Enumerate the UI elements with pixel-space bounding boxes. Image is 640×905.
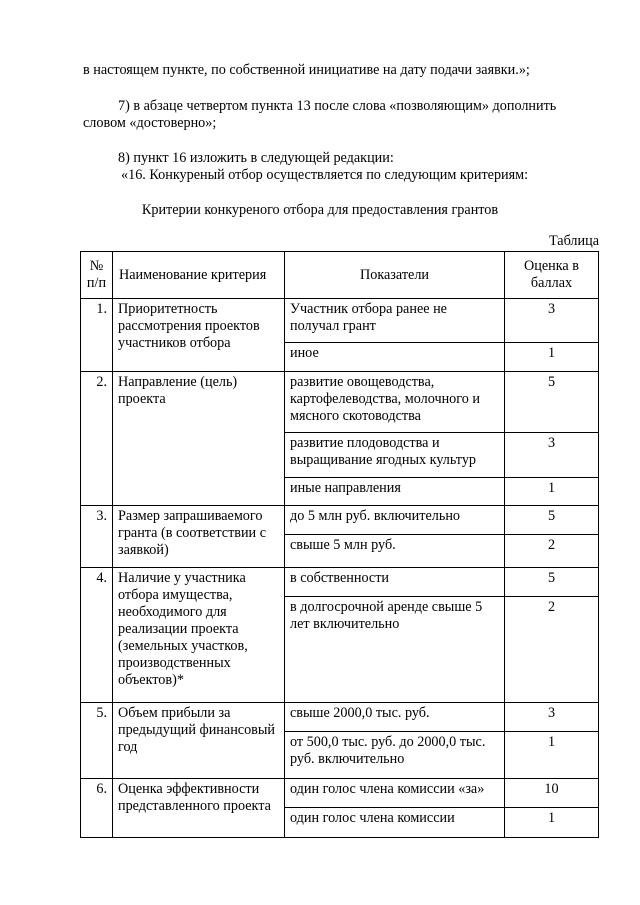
cell-criterion: Размер запрашиваемого гранта (в соответствии с заявкой) [113, 506, 285, 568]
cell-indicator: Участник отбора ранее не получал грант [285, 299, 505, 343]
paragraph-point-16: «16. Конкуреный отбор осуществляется по следующим критериям: [121, 167, 529, 183]
cell-indicator: развитие плодоводства и выращивание ягодных культур [285, 433, 505, 478]
table-row [81, 779, 599, 808]
cell-criterion: Приоритетность рассмотрения проектов участников отбора [113, 299, 285, 372]
cell-indicator: свыше 5 млн руб. [285, 535, 505, 568]
criteria-table [80, 251, 599, 838]
cell-score: 10 [505, 779, 599, 808]
cell-criterion: Направление (цель) проекта [113, 372, 285, 506]
table-caption: Критерии конкуреного отбора для предоставления грантов [141, 202, 499, 218]
cell-score: 3 [505, 433, 599, 478]
cell-num: 5. [81, 703, 113, 779]
table-body [81, 299, 599, 838]
cell-indicator: от 500,0 тыс. руб. до 2000,0 тыс. руб. включительно [285, 732, 505, 779]
table-row [81, 568, 599, 597]
cell-indicator: иные направления [285, 478, 505, 506]
cell-score: 1 [505, 478, 599, 506]
cell-indicator: свыше 2000,0 тыс. руб. [285, 703, 505, 732]
cell-num: 1. [81, 299, 113, 372]
header-num: № п/п [81, 252, 113, 299]
cell-criterion: Объем прибыли за предыдущий финансовый год [113, 703, 285, 779]
cell-indicator: в долгосрочной аренде свыше 5 лет включительно [285, 597, 505, 703]
cell-num: 2. [81, 372, 113, 506]
table-header-row [81, 252, 599, 299]
cell-num: 3. [81, 506, 113, 568]
cell-score: 5 [505, 506, 599, 535]
cell-score: 3 [505, 703, 599, 732]
cell-score: 2 [505, 597, 599, 703]
cell-criterion: Оценка эффективности представленного проекта [113, 779, 285, 838]
header-criterion: Наименование критерия [113, 252, 285, 299]
cell-num: 6. [81, 779, 113, 838]
cell-indicator: один голос члена комиссии «за» [285, 779, 505, 808]
cell-score: 3 [505, 299, 599, 343]
paragraph-item-7-line-1: 7) в абзаце четвертом пункта 13 после слова «позволяющим» дополнить [118, 98, 557, 114]
cell-score: 5 [505, 568, 599, 597]
cell-indicator: в собственности [285, 568, 505, 597]
cell-num: 4. [81, 568, 113, 703]
header-indicators: Показатели [285, 252, 505, 299]
cell-score: 1 [505, 808, 599, 838]
cell-indicator: один голос члена комиссии [285, 808, 505, 838]
paragraph-item-7-line-2: словом «достоверно»; [83, 115, 217, 131]
cell-indicator: до 5 млн руб. включительно [285, 506, 505, 535]
paragraph-continuation: в настоящем пункте, по собственной инициативе на дату подачи заявки.»; [83, 62, 530, 78]
cell-criterion: Наличие у участника отбора имущества, необходимого для реализации проекта (земельных участков, производственных объектов)* [113, 568, 285, 703]
table-row [81, 299, 599, 343]
table-row [81, 506, 599, 535]
cell-indicator: иное [285, 343, 505, 372]
cell-indicator: развитие овощеводства, картофелеводства, молочного и мясного скотоводства [285, 372, 505, 433]
paragraph-item-8: 8) пункт 16 изложить в следующей редакции: [118, 150, 394, 166]
table-row [81, 703, 599, 732]
cell-score: 1 [505, 732, 599, 779]
cell-score: 1 [505, 343, 599, 372]
table-label: Таблица [548, 233, 599, 249]
header-score: Оценка в баллах [505, 252, 599, 299]
table-row [81, 372, 599, 433]
cell-score: 5 [505, 372, 599, 433]
cell-score: 2 [505, 535, 599, 568]
